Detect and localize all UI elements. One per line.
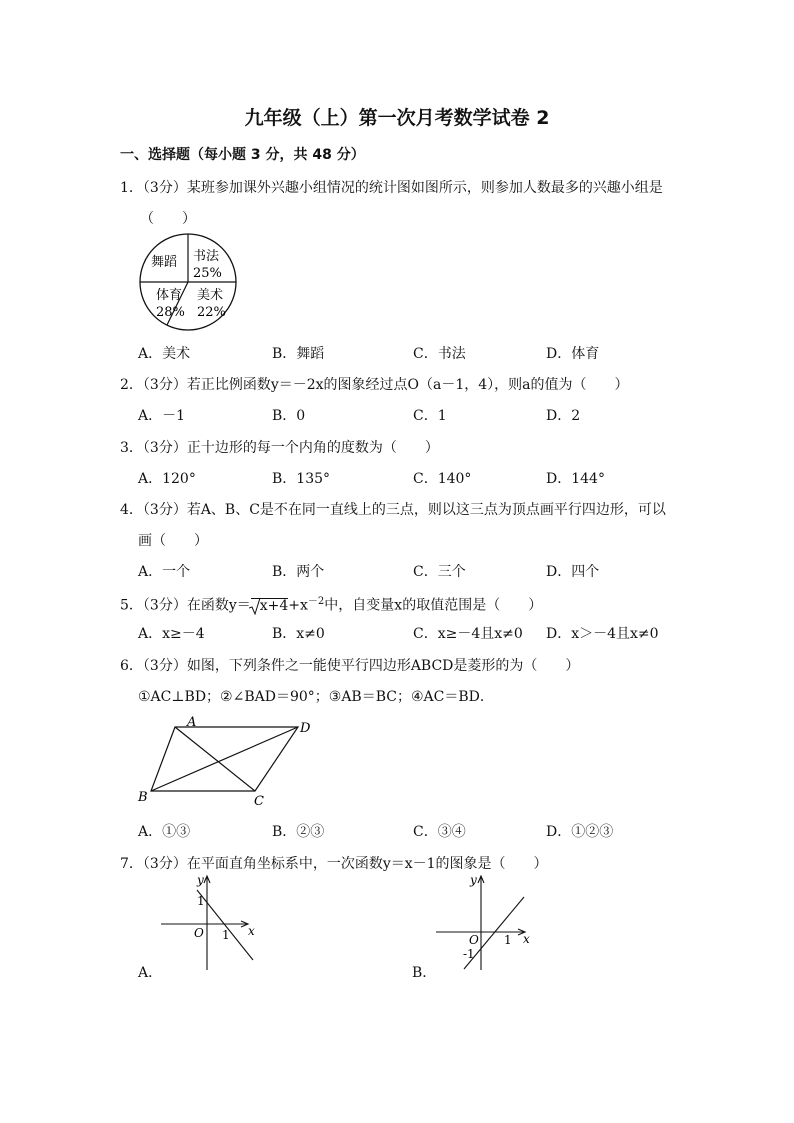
q5-stem-part-c: 中，自变量x的取值范围是（ ）	[324, 597, 543, 614]
q4-option-b: B．两个	[272, 564, 325, 580]
q5-sqrt	[251, 598, 289, 614]
q3-option-a: A．120°	[138, 471, 196, 487]
q5-option-a: A．x≥－4	[138, 626, 205, 642]
q6-option-a: A．①③	[138, 824, 191, 840]
question-6-stem: 6．（3分）如图，下列条件之一能使平行四边形ABCD是菱形的为（ ）	[120, 658, 580, 674]
question-3-stem: 3．（3分）正十边形的每一个内角的度数为（ ）	[120, 440, 439, 456]
page-title: 九年级（上）第一次月考数学试卷 2	[244, 107, 550, 129]
q5-exponent: －2	[307, 596, 325, 607]
y-axis-label: y	[470, 873, 477, 887]
pie-chart	[135, 232, 243, 332]
pie-pct-art: 22%	[197, 305, 226, 320]
sqrt-sign-icon	[249, 598, 261, 615]
pie-pct-calligraphy: 25%	[193, 266, 222, 281]
q4-option-c: C．三个	[413, 564, 466, 580]
q5-option-d: D．x＞－4且x≠0	[546, 626, 659, 642]
question-4-stem: 4．（3分）若A、B、C是不在同一直线上的三点，则以这三点为顶点画平行四边形，可以	[120, 502, 666, 518]
y-intercept-label: -1	[463, 947, 475, 961]
q2-option-c: C．1	[413, 408, 447, 424]
vertex-label-d: D	[300, 721, 311, 736]
q5-stem-part-b: +x	[288, 597, 308, 614]
q7-option-a: A．	[138, 965, 163, 981]
diagonal-ac	[175, 727, 255, 791]
q5-stem-part-a: 5．（3分）在函数y＝	[120, 597, 251, 614]
q6-option-c: C．③④	[413, 824, 466, 840]
q7-option-b: B．	[412, 965, 437, 981]
q1-option-d: D．体育	[546, 346, 600, 362]
q4-option-a: A．一个	[138, 564, 191, 580]
pie-pct-pe: 28%	[156, 305, 185, 320]
pie-label-art: 美术	[197, 288, 224, 303]
vertex-label-b: B	[138, 790, 148, 805]
question-1-stem: 1．（3分）某班参加课外兴趣小组情况的统计图如图所示，则参加人数最多的兴趣小组是	[120, 180, 663, 196]
vertex-label-c: C	[254, 794, 264, 809]
q3-option-c: C．140°	[413, 471, 472, 487]
x-axis-label: x	[523, 932, 530, 946]
q5-radicand: x+4	[259, 597, 289, 614]
y-intercept-label: 1	[197, 894, 205, 908]
x-axis-label: x	[248, 924, 255, 938]
x-intercept-label: 1	[504, 933, 512, 947]
pie-label-calligraphy: 书法	[193, 249, 220, 264]
q1-option-c: C．书法	[413, 346, 466, 362]
pie-label-pe: 体育	[156, 288, 183, 303]
pie-label-dance: 舞蹈	[151, 255, 178, 270]
origin-label: O	[194, 926, 204, 940]
q5-option-b: B．x≠0	[272, 626, 325, 642]
y-axis-label: y	[197, 873, 204, 887]
graph-option-b	[430, 873, 540, 973]
vertex-label-a: A	[187, 715, 197, 730]
origin-label: O	[469, 933, 479, 947]
question-1-paren: （ ）	[140, 211, 196, 227]
question-2-stem: 2．（3分）若正比例函数y＝－2x的图象经过点O（a－1，4），则a的值为（ ）	[120, 377, 629, 393]
question-4-stem-cont: 画（ ）	[138, 533, 208, 549]
question-5-stem	[120, 592, 542, 615]
q6-option-d: D．①②③	[546, 824, 614, 840]
graph-option-a	[155, 873, 265, 973]
q1-option-b: B．舞蹈	[272, 346, 325, 362]
q5-option-c: C．x≥－4且x≠0	[413, 626, 523, 642]
question-6-conditions: ①AC⊥BD；②∠BAD＝90°；③AB＝BC；④AC＝BD．	[138, 689, 494, 705]
q6-option-b: B．②③	[272, 824, 325, 840]
q3-option-b: B．135°	[272, 471, 331, 487]
q1-option-a: A．美术	[138, 346, 191, 362]
q2-option-b: B．0	[272, 408, 306, 424]
q3-option-d: D．144°	[546, 471, 605, 487]
q4-option-d: D．四个	[546, 564, 600, 580]
x-intercept-label: 1	[222, 928, 230, 942]
question-7-stem: 7．（3分）在平面直角坐标系中，一次函数y＝x－1的图象是（ ）	[120, 856, 548, 872]
section-heading: 一、选择题（每小题 3 分，共 48 分）	[120, 147, 365, 163]
q2-option-a: A．－1	[138, 408, 186, 424]
q2-option-d: D．2	[546, 408, 581, 424]
parallelogram-figure	[134, 714, 316, 810]
